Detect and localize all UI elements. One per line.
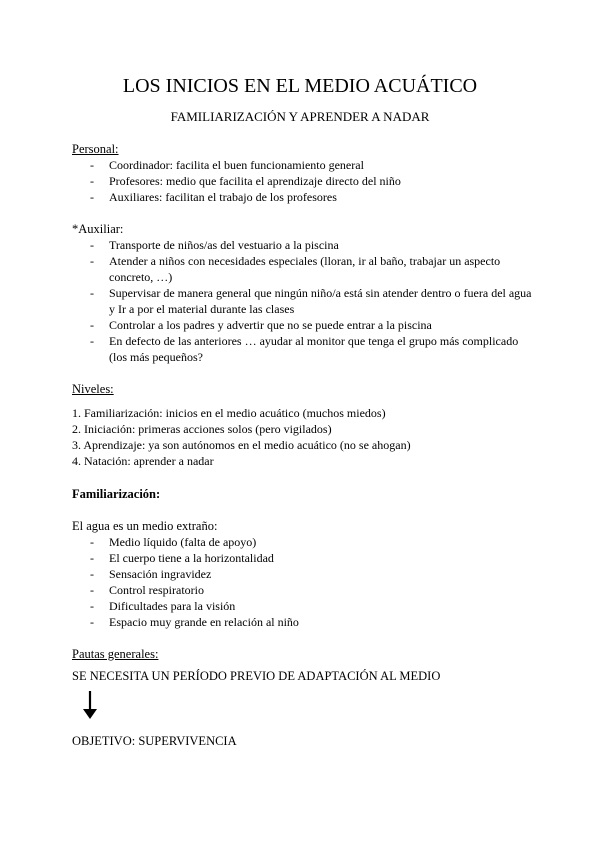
list-item: - Sensación ingravidez <box>72 566 532 582</box>
niveles-list <box>72 405 532 469</box>
personal-heading: Personal: <box>72 142 119 156</box>
page-subtitle: FAMILIARIZACIÓN Y APRENDER A NADAR <box>170 109 430 124</box>
pautas-heading: Pautas generales: <box>72 647 159 661</box>
list-item: - Coordinador: facilita el buen funcionamiento general <box>72 157 532 173</box>
list-item: - Controlar a los padres y advertir que no se puede entrar a la piscina <box>72 317 532 333</box>
list-item: 1. Familiarización: inicios en el medio acuático (muchos miedos) <box>72 406 386 420</box>
list-item: - Espacio muy grande en relación al niño <box>72 614 532 630</box>
pautas-objective: OBJETIVO: SUPERVIVENCIA <box>72 734 237 748</box>
auxiliar-list <box>72 237 532 365</box>
personal-list <box>72 157 532 205</box>
familiarizacion-heading: Familiarización: <box>72 487 161 501</box>
list-item: 3. Aprendizaje: ya son autónomos en el medio acuático (no se ahogan) <box>72 438 411 452</box>
familiarizacion-intro: El agua es un medio extraño: <box>72 519 218 533</box>
list-item: - El cuerpo tiene a la horizontalidad <box>72 550 532 566</box>
down-arrow-icon <box>81 690 99 720</box>
niveles-heading: Niveles: <box>72 382 114 396</box>
list-item: 4. Natación: aprender a nadar <box>72 454 214 468</box>
list-item: - Atender a niños con necesidades especiales (lloran, ir al baño, trabajar un aspecto concreto, …) <box>72 253 532 285</box>
list-item: - Dificultades para la visión <box>72 598 532 614</box>
list-item: - Profesores: medio que facilita el aprendizaje directo del niño <box>72 173 532 189</box>
familiarizacion-list <box>72 534 532 630</box>
page-title: LOS INICIOS EN EL MEDIO ACUÁTICO <box>122 75 478 97</box>
list-item: 2. Iniciación: primeras acciones solos (pero vigilados) <box>72 422 332 436</box>
list-item: - Transporte de niños/as del vestuario a la piscina <box>72 237 532 253</box>
list-item: - Control respiratorio <box>72 582 532 598</box>
list-item: - Supervisar de manera general que ningún niño/a está sin atender dentro o fuera del agua y Ir a por el material durante las clases <box>72 285 532 317</box>
list-item: - Medio líquido (falta de apoyo) <box>72 534 532 550</box>
pautas-statement: SE NECESITA UN PERÍODO PREVIO DE ADAPTACIÓN AL MEDIO <box>72 669 441 683</box>
auxiliar-heading: *Auxiliar: <box>72 222 124 236</box>
list-item: - En defecto de las anteriores … ayudar al monitor que tenga el grupo más complicado (los más pequeños? <box>72 333 532 365</box>
list-item: - Auxiliares: facilitan el trabajo de los profesores <box>72 189 532 205</box>
